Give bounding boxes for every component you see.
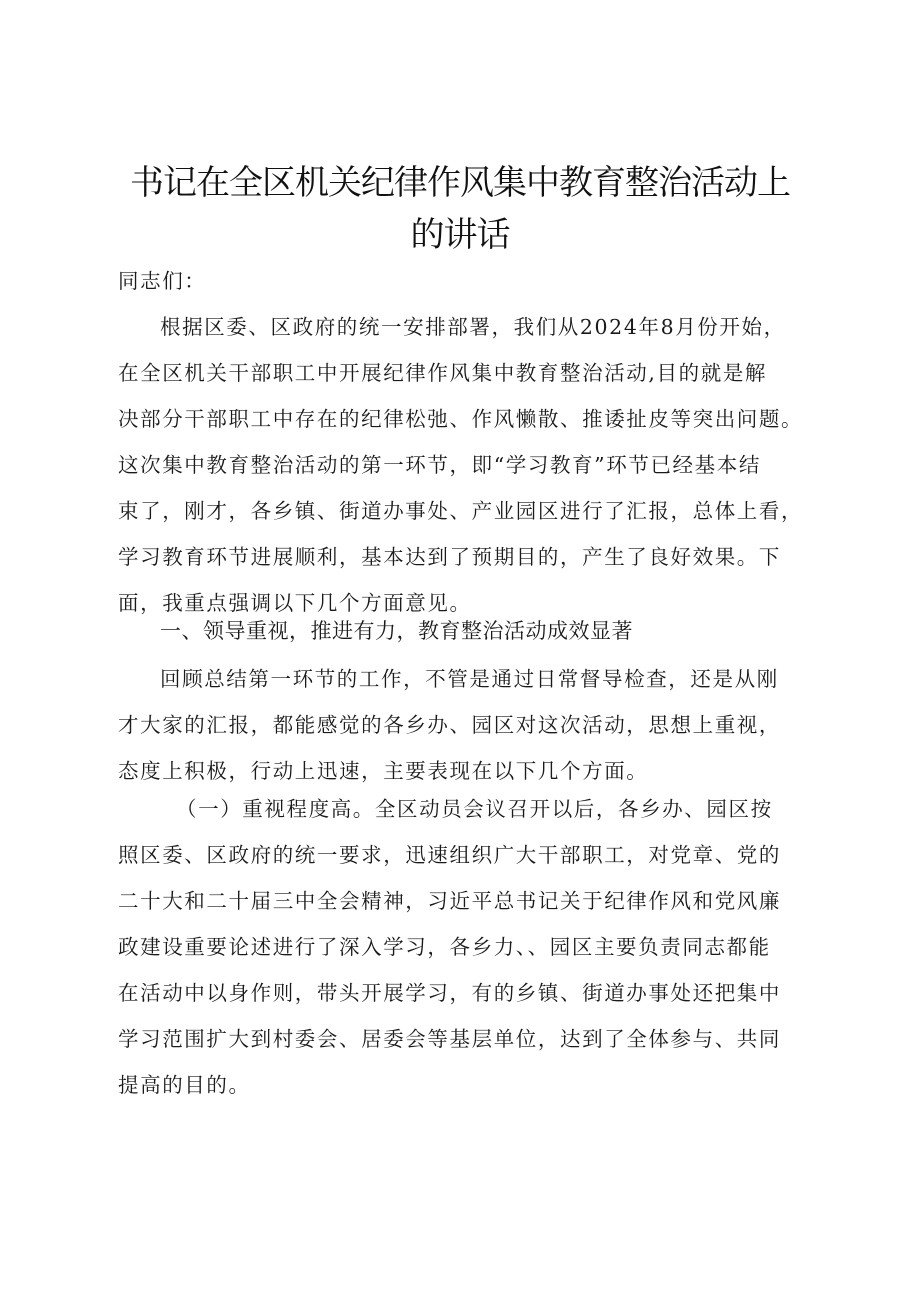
paragraph-line: 束了，刚才，各乡镇、街道办事处、产业园区进行了汇报，总体上看， <box>118 499 804 523</box>
section-heading-text: 一、领导重视，推进有力，教育整治活动成效显著 <box>160 619 633 643</box>
paragraph-line: 在全区机关干部职工中开展纪律作风集中教育整治活动,目的就是解 <box>118 361 768 385</box>
paragraph-point-1 <box>118 786 813 1108</box>
paragraph-line: 态度上积极，行动上迅速，主要表现在以下几个方面。 <box>118 759 649 783</box>
document-title-line-1: 书记在全区机关纪律作风集中教育整治活动上 <box>130 163 790 203</box>
paragraph-line: 提高的目的。 <box>118 1073 251 1097</box>
paragraph-intro <box>118 304 813 626</box>
paragraph-line: 回顾总结第一环节的工作，不管是通过日常督导检查，还是从刚 <box>160 667 779 691</box>
paragraph-line: 面，我重点强调以下几个方面意见。 <box>118 591 472 615</box>
paragraph-line: 才大家的汇报，都能感觉的各乡办、园区对这次活动，思想上重视， <box>118 713 781 737</box>
salutation-text: 同志们： <box>118 269 207 293</box>
paragraph-review <box>118 656 813 794</box>
salutation <box>118 258 813 304</box>
paragraph-line: 决部分干部职工中存在的纪律松弛、作风懒散、推诿扯皮等突出问题。 <box>118 407 804 431</box>
paragraph-line: 学习范围扩大到村委会、居委会等基层单位，达到了全体参与、共同 <box>118 1027 781 1051</box>
document-title-line-2: 的讲话 <box>410 215 510 255</box>
paragraph-line: 在活动中以身作则，带头开展学习，有的乡镇、街道办事处还把集中 <box>118 981 781 1005</box>
section-heading-1 <box>118 608 813 654</box>
paragraph-line: 二十大和二十届三中全会精神，习近平总书记关于纪律作风和党风廉 <box>118 889 781 913</box>
paragraph-line: 政建设重要论述进行了深入学习，各乡力、、园区主要负责同志都能 <box>118 935 771 959</box>
paragraph-line: （一）重视程度高。全区动员会议召开以后，各乡办、园区按 <box>176 797 773 821</box>
paragraph-line: 学习教育环节进展顺利，基本达到了预期目的，产生了良好效果。下 <box>118 545 781 569</box>
paragraph-line: 根据区委、区政府的统一安排部署，我们从2024年8月份开始， <box>160 315 786 339</box>
paragraph-line: 照区委、区政府的统一要求，迅速组织广大干部职工，对党章、党的 <box>118 843 781 867</box>
paragraph-line: 这次集中教育整治活动的第一环节，即“学习教育”环节已经基本结 <box>118 453 761 477</box>
